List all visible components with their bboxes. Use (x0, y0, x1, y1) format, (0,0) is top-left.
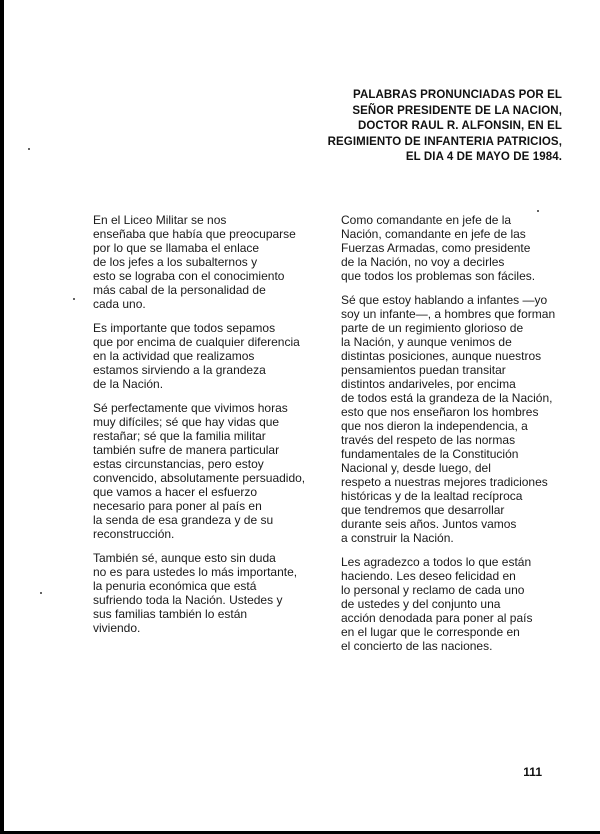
paragraph: Sé perfectamente que vivimos horas muy difíciles; sé que hay vidas que restañar; sé que la familia militar también sufre de manera particular estas circunstancias, pero estoy convencido, absolutamente persuadido, que vamos a hacer el esfuerzo necesario para poner al país en la senda de esa grandeza y de su reconstrucción. (93, 401, 306, 541)
paragraph: Sé que estoy hablando a infantes —yo soy un infante—, a hombres que forman parte de un regimiento glorioso de la Nación, y aunque venimos de distintas posiciones, aunque nuestros pensamientos puedan transitar distintos andariveles, por encima de todos está la grandeza de la Nación, esto que nos enseñaron los hombres que nos dieron la independencia, a través del respeto de las normas fundamentales de la Constitución Nacional y, desde luego, del respeto a nuestras mejores tradiciones históricas y de la lealtad recíproca que tendremos que desarrollar durante seis años. Juntos vamos a construir la Nación. (341, 293, 556, 545)
paragraph: Les agradezco a todos lo que están haciendo. Les deseo felicidad en lo personal y reclamo de cada uno de ustedes y del conjunto una acción denodada para poner al país en el lugar que le corresponde en el concierto de las naciones. (341, 555, 533, 653)
header-line: EL DIA 4 DE MAYO DE 1984. (405, 151, 562, 163)
scan-speck (73, 298, 75, 300)
paragraph: En el Liceo Militar se nos enseñaba que había que preocuparse por lo que se llamaba el enlace de los jefes a los subalternos y esto se lograba con el conocimiento más cabal de la personalidad de cada uno. (93, 213, 296, 311)
scan-speck (40, 592, 42, 594)
right-column (341, 213, 571, 663)
page-number: 111 (523, 765, 542, 779)
page-left-edge (0, 0, 4, 834)
header-line: REGIMIENTO DE INFANTERIA PATRICIOS, (327, 135, 562, 148)
header-line: DOCTOR RAUL R. ALFONSIN, EN EL (357, 120, 562, 132)
speech-header (242, 88, 562, 166)
left-column (93, 213, 323, 645)
header-line: SEÑOR PRESIDENTE DE LA NACION, (352, 104, 562, 117)
header-line: PALABRAS PRONUNCIADAS POR EL (353, 89, 562, 101)
paragraph: Como comandante en jefe de la Nación, comandante en jefe de las Fuerzas Armadas, como presidente de la Nación, no voy a decirles que todos los problemas son fáciles. (341, 213, 536, 283)
paragraph: Es importante que todos sepamos que por encima de cualquier diferencia en la actividad que realizamos estamos sirviendo a la grandeza de la Nación. (93, 321, 300, 391)
scan-speck (537, 210, 539, 212)
scan-speck (28, 148, 30, 150)
paragraph: También sé, aunque esto sin duda no es para ustedes lo más importante, la penuria económica que está sufriendo toda la Nación. Ustedes y sus familias también lo están viviendo. (93, 551, 298, 635)
